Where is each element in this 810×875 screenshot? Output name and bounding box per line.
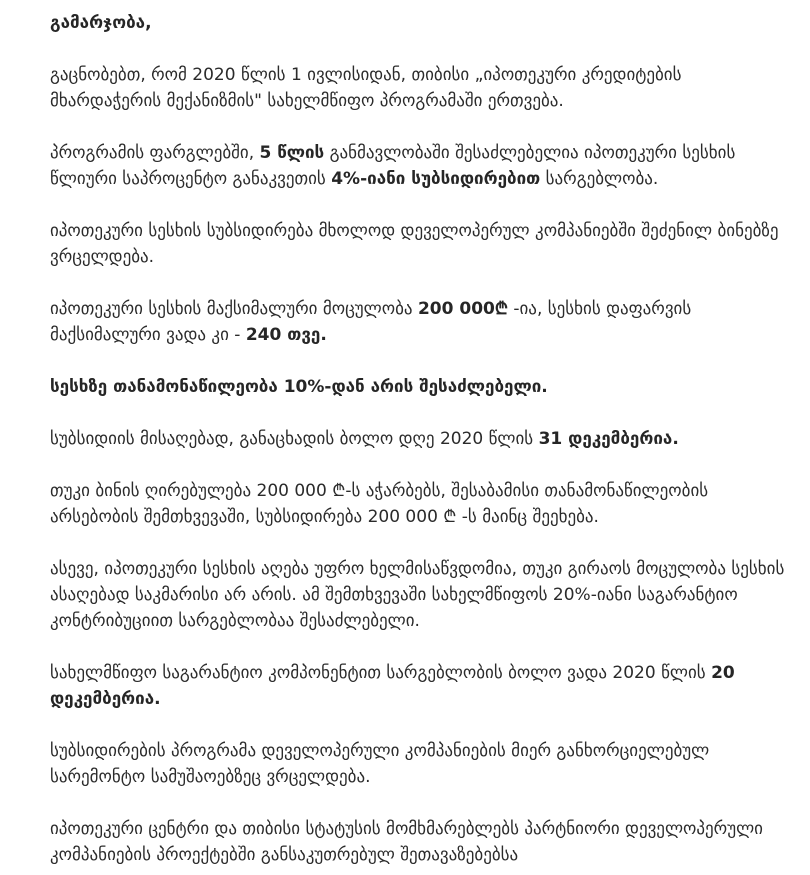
subsidy-rate: 4%-იანი სუბსიდირებით xyxy=(331,169,541,189)
email-body xyxy=(50,10,795,868)
paragraph-developer-scope xyxy=(50,218,795,270)
greeting-text: გამარჯობა, xyxy=(50,13,152,33)
deadline-pre: სუბსიდიის მისაღებად, განაცხადის ბოლო დღე 2020 წლის xyxy=(50,429,539,449)
paragraph-guarantee xyxy=(50,556,795,634)
deadline-date: 31 დეკემბერია. xyxy=(538,429,679,449)
subsidy-terms-pre: პროგრამის ფარგლებში, xyxy=(50,143,260,163)
loan-max-amount: 200 000₾ xyxy=(417,299,508,319)
subsidy-terms-post: სარგებლობა. xyxy=(540,169,659,189)
paragraph-deadline xyxy=(50,426,795,452)
paragraph-guarantee-deadline xyxy=(50,660,795,712)
paragraph-subsidy-terms xyxy=(50,140,795,192)
guarantee-deadline-date: 20 დეკემბერია. xyxy=(50,663,735,709)
subsidy-terms-mid: განმავლობაში შესაძლებელია იპოთეკური სესხის წლიური საპროცენტო განაკვეთის xyxy=(50,143,736,189)
loan-max-term: 240 თვე. xyxy=(245,325,327,345)
developer-scope-text: იპოთეკური სესხის სუბსიდირება მხოლოდ დეველოპერულ კომპანიებში შეძენილ ბინებზე ვრცელდება. xyxy=(50,221,779,267)
greeting xyxy=(50,10,795,36)
paragraph-price-exceed xyxy=(50,478,795,530)
loan-limits-mid: -ია, სესხის დაფარვის მაქსიმალური ვადა კი - xyxy=(50,299,692,345)
paragraph-renovation xyxy=(50,738,795,790)
guarantee-text: ასევე, იპოთეკური სესხის აღება უფრო ხელმისაწვდომია, თუკი გირაოს მოცულობა სესხის ასაღებად საკმარისი არ არის. ამ შემთხვევაში სახელმწიფოს 20%-იანი საგარანტიო კონტრიბუციით სარგებლობაა შესაძლებელი. xyxy=(50,559,785,631)
paragraph-mortgage-center xyxy=(50,816,795,868)
renovation-text: სუბსიდირების პროგრამა დეველოპერული კომპანიების მიერ განხორციელებულ სარემონტო სამუშაოებზეც ვრცელდება. xyxy=(50,741,710,787)
down-payment-text: სესხზე თანამონაწილეობა 10%-დან არის შესაძლებელი. xyxy=(50,377,548,397)
subsidy-duration: 5 წლის xyxy=(259,143,325,163)
paragraph-down-payment xyxy=(50,374,795,400)
mortgage-center-text: იპოთეკური ცენტრი და თიბისი სტატუსის მომხმარებლებს პარტნიორი დეველოპერული კომპანიების პროექტებში განსაკუთრებულ შეთავაზებებსა xyxy=(50,819,763,865)
paragraph-loan-limits xyxy=(50,296,795,348)
loan-limits-pre: იპოთეკური სესხის მაქსიმალური მოცულობა xyxy=(50,299,418,319)
price-exceed-text: თუკი ბინის ღირებულება 200 000 ₾-ს აჭარბებს, შესაბამისი თანამონაწილეობის არსებობის შემთხვევაში, სუბსიდირება 200 000 ₾ -ს მაინც შეეხება. xyxy=(50,481,709,527)
paragraph-program-join xyxy=(50,62,795,114)
guarantee-deadline-pre: სახელმწიფო საგარანტიო კომპონენტით სარგებლობის ბოლო ვადა 2020 წლის xyxy=(50,663,712,683)
paragraph-program-join-text: გაცნობებთ, რომ 2020 წლის 1 ივლისიდან, თიბისი „იპოთეკური კრედიტების მხარდაჭერის მექანიზმის" სახელმწიფო პროგრამაში ერთვება. xyxy=(50,65,682,111)
